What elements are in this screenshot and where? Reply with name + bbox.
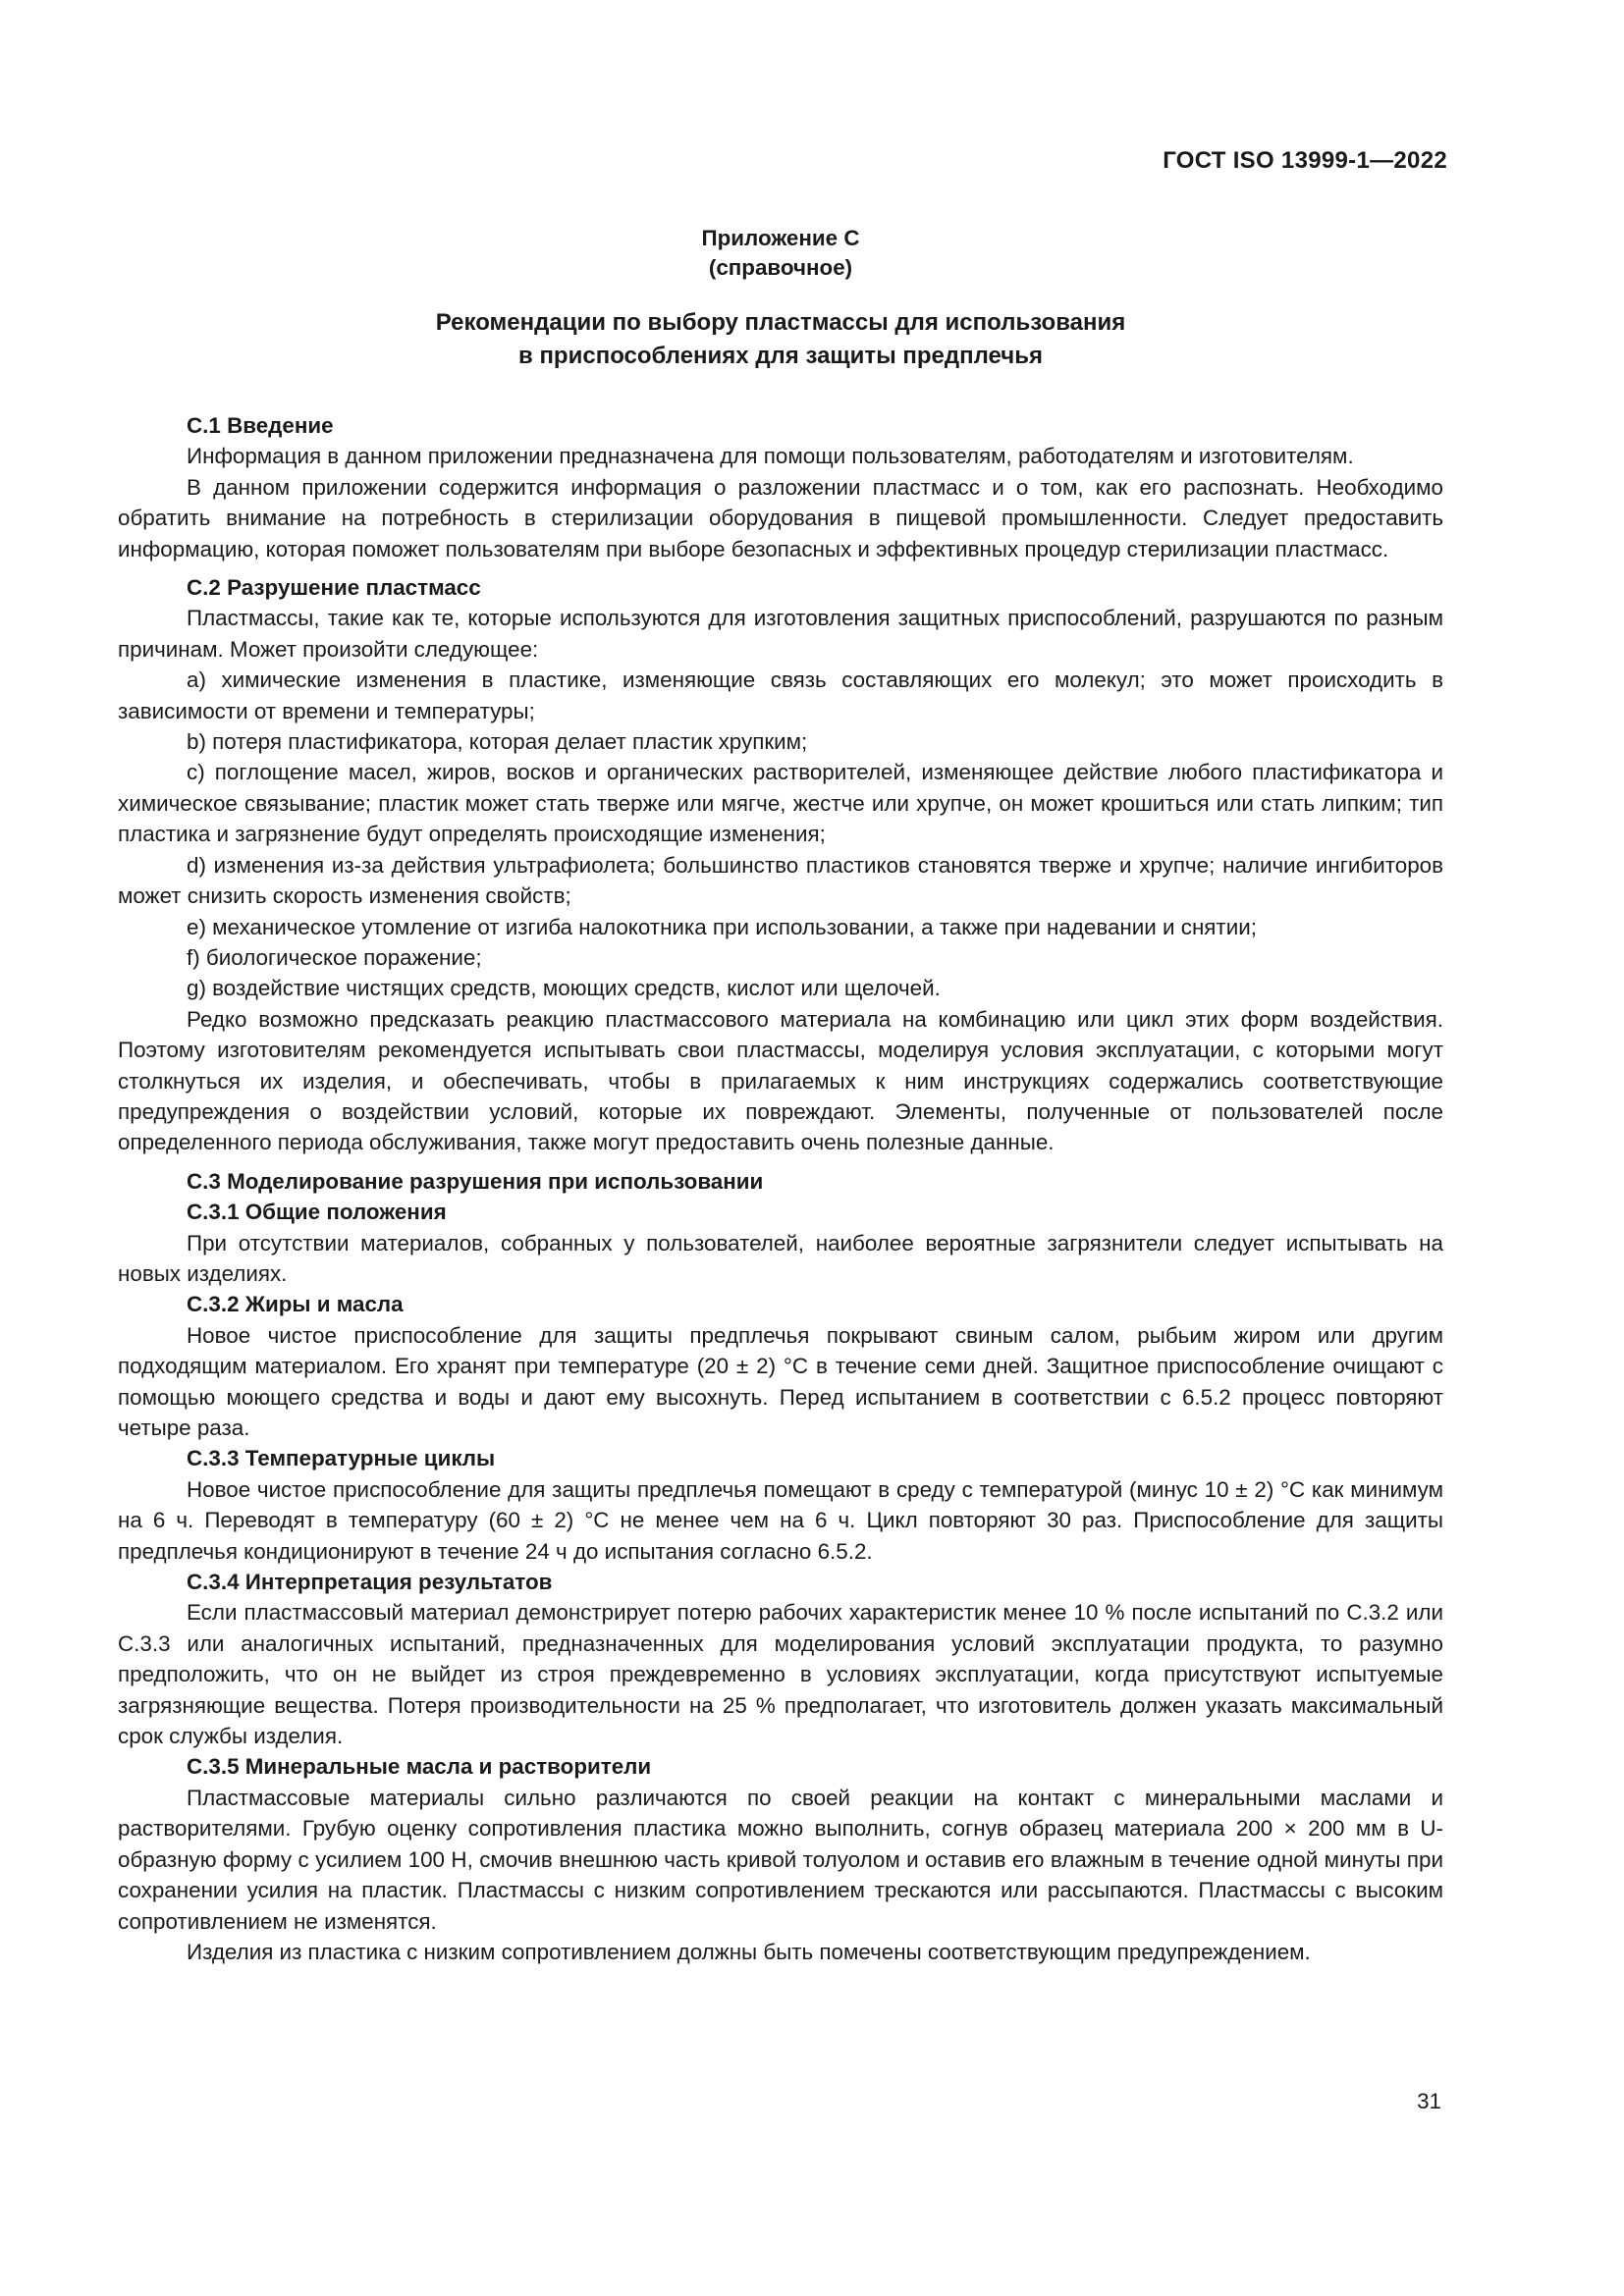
annex-type: (справочное) [708, 255, 853, 280]
list-item: a) химические изменения в пластике, изменяющие связь составляющих его молекул; это может происходить в зависимости от времени и температуры; [118, 667, 1443, 723]
paragraph: Информация в данном приложении предназначена для помощи пользователям, работодателям и изготовителям. [187, 444, 1354, 469]
annex-title-line-2: в приспособлениях для защиты предплечья [518, 343, 1043, 369]
paragraph: Изделия из пластика с низким сопротивлением должны быть помечены соответствующим предупреждением. [187, 1939, 1311, 1964]
paragraph: Новое чистое приспособление для защиты предплечья покрывают свиным салом, рыбьим жиром или другим подходящим материалом. Его хранят при температуре (20 ± 2) °С в течение семи дней. Защитное приспособление очищают с помощью моющего средства и воды и дают ему высохнуть. Перед испытанием в соответствии с 6.5.2 процесс повторяют четыре раза. [118, 1322, 1443, 1440]
annex-title [118, 306, 1443, 373]
annex-label: Приложение С [701, 226, 860, 250]
paragraph: При отсутствии материалов, собранных у пользователей, наиболее вероятные загрязнители следует испытывать на новых изделиях. [118, 1230, 1443, 1286]
section-heading-c2: С.2 Разрушение пластмасс [187, 575, 481, 601]
list-item: g) воздействие чистящих средств, моющих средств, кислот или щелочей. [187, 976, 941, 1001]
paragraph: Пластмассовые материалы сильно различаются по своей реакции на контакт с минеральными маслами и растворителями. Грубую оценку сопротивления пластика можно выполнить, согнув образец материала 200 × 200 мм в U-образную форму с усилием 100 Н, смочив внешнюю часть кривой толуолом и оставив его влажным в течение одной минуты при сохранении усилия на пластик. Пластмассы с низким сопротивлением трескаются или рассыпаются. Пластмассы с высоким сопротивлением не изменятся. [118, 1785, 1443, 1934]
subsection-heading-c3-3: С.3.3 Температурные циклы [187, 1446, 496, 1471]
subsection-heading-c3-5: С.3.5 Минеральные масла и растворители [187, 1754, 652, 1780]
list-item: b) потеря пластификатора, которая делает пластик хрупким; [187, 729, 808, 755]
section-heading-c1: С.1 Введение [187, 413, 334, 438]
subsection-heading-c3-4: С.3.4 Интерпретация результатов [187, 1570, 553, 1595]
paragraph: Новое чистое приспособление для защиты предплечья помещают в среду с температурой (минус 10 ± 2) °С как минимум на 6 ч. Переводят в температуру (60 ± 2) °С не менее чем на 6 ч. Цикл повторяют 30 раз. Приспособление для защиты предплечья кондиционируют в течение 24 ч до испытания согласно 6.5.2. [118, 1476, 1443, 1564]
subsection-heading-c3-1: С.3.1 Общие положения [187, 1200, 447, 1225]
subsection-heading-c3-2: С.3.2 Жиры и масла [187, 1292, 404, 1317]
page-number: 31 [1417, 2089, 1441, 2113]
section-heading-c3: С.3 Моделирование разрушения при использовании [187, 1168, 764, 1194]
list-item: f) биологическое поражение; [187, 944, 482, 970]
document-code: ГОСТ ISO 13999-1—2022 [1163, 147, 1447, 174]
annex-title-line-1: Рекомендации по выбору пластмассы для использования [435, 309, 1126, 336]
list-item: d) изменения из-за действия ультрафиолета; большинство пластиков становятся тверже и хрупче; наличие ингибиторов может снизить скорость изменения свойств; [118, 852, 1443, 909]
paragraph: Если пластмассовый материал демонстрирует потерю рабочих характеристик менее 10 % после испытаний по С.3.2 или С.3.3 или аналогичных испытаний, предназначенных для моделирования условий эксплуатации продукта, то разумно предположить, что он не выйдет из строя преждевременно в условиях эксплуатации, когда присутствуют испытуемые загрязняющие вещества. Потеря производительности на 25 % предполагает, что изготовитель должен указать максимальный срок службы изделия. [118, 1600, 1443, 1749]
paragraph: Редко возможно предсказать реакцию пластмассового материала на комбинацию или цикл этих форм воздействия. Поэтому изготовителям рекомендуется испытывать свои пластмассы, моделируя условия эксплуатации, с которыми могут столкнуться их изделия, и обеспечивать, чтобы в прилагаемых к ним инструкциях содержались соответствующие предупреждения о воздействии условий, которые их повреждают. Элементы, полученные от пользователей после определенного периода обслуживания, также могут предоставить очень полезные данные. [118, 1006, 1443, 1155]
paragraph: В данном приложении содержится информация о разложении пластмасс и о том, как его распознать. Необходимо обратить внимание на потребность в стерилизации оборудования в пищевой промышленности. Следует предоставить информацию, которая поможет пользователям при выборе безопасных и эффективных процедур стерилизации пластмасс. [118, 474, 1443, 561]
list-item: c) поглощение масел, жиров, восков и органических растворителей, изменяющее действие любого пластификатора и химическое связывание; пластик может стать тверже или мягче, жестче или хрупче, он может крошиться или стать липким; тип пластика и загрязнение будут определять происходящие изменения; [118, 760, 1443, 847]
list-item: e) механическое утомление от изгиба налокотника при использовании, а также при надевании и снятии; [187, 914, 1257, 939]
paragraph: Пластмассы, такие как те, которые используются для изготовления защитных приспособлений, разрушаются по разным причинам. Может произойти следующее: [118, 606, 1443, 662]
page-content [118, 224, 1443, 1967]
